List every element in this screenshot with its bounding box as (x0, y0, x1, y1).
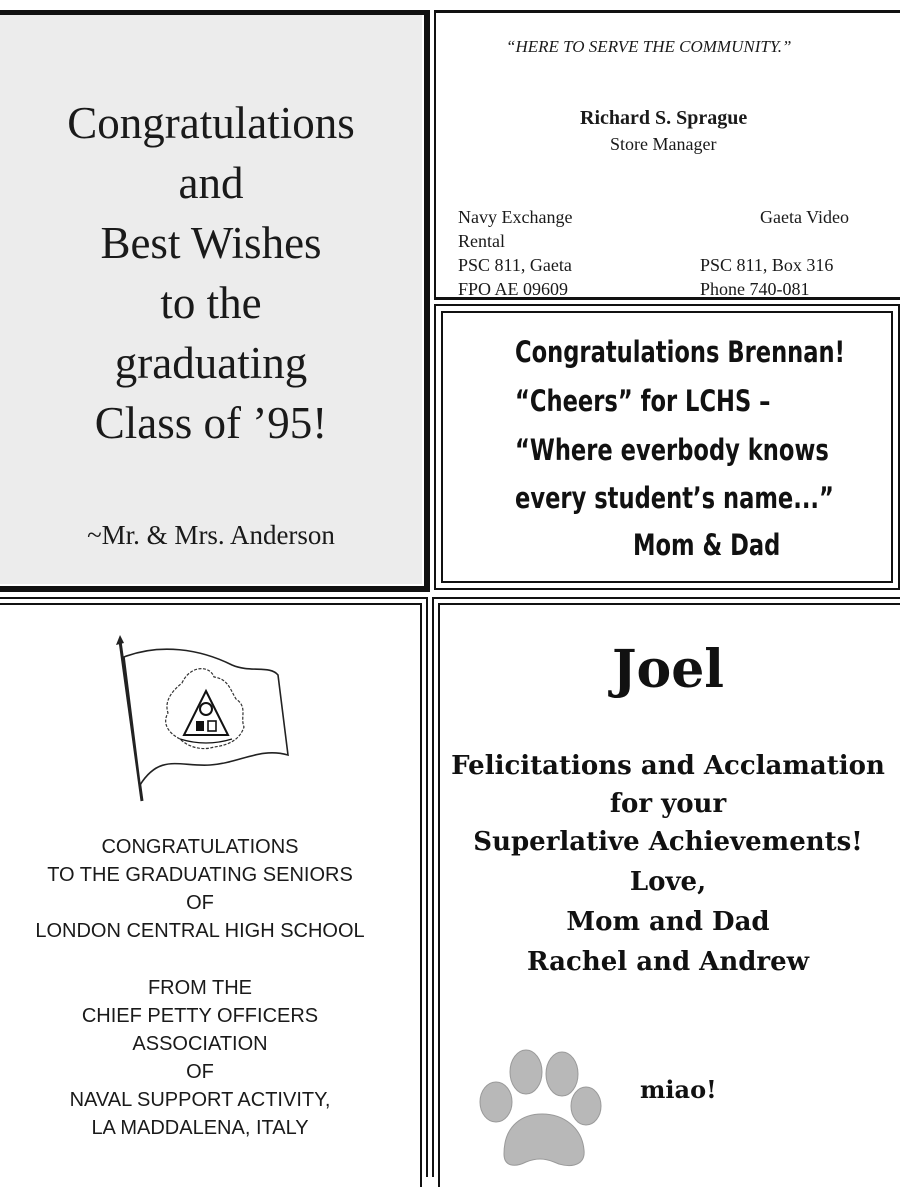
anderson-line: graduating (114, 338, 308, 388)
joel-line: Superlative Achievements! (473, 827, 863, 857)
brennan-ad (434, 304, 900, 590)
card-title: Store Manager (610, 134, 717, 154)
joel-line: Felicitations and Acclamation (451, 751, 885, 781)
anderson-ad-frame (0, 15, 424, 586)
card-left-line: FPO AE 09609 (458, 279, 569, 299)
card-motto: “HERE TO SERVE THE COMMUNITY.” (506, 37, 792, 56)
joel-ad (432, 597, 900, 1177)
cpo-from-line: FROM THE (147, 977, 253, 999)
cpo-from-line: LA MADDALENA, ITALY (91, 1117, 309, 1139)
brennan-signature: Mom & Dad (633, 528, 781, 562)
anderson-line: Best Wishes (100, 218, 322, 268)
joel-sound: miao! (640, 1075, 717, 1104)
card-left-line: PSC 811, Gaeta (458, 255, 572, 275)
card-right-line: Phone 740-081 (700, 279, 810, 299)
flag-with-emblem-icon (110, 635, 295, 805)
sprague-business-card (434, 10, 900, 300)
anderson-signature: ~Mr. & Mrs. Anderson (87, 520, 335, 550)
card-right-line: PSC 811, Box 316 (700, 255, 834, 275)
cpo-from-line: CHIEF PETTY OFFICERS (81, 1005, 319, 1027)
brennan-line: “Cheers” for LCHS – (515, 384, 771, 418)
joel-line: Love, (629, 867, 707, 897)
card-left-line: Rental (458, 231, 505, 251)
cpo-from-line: NAVAL SUPPORT ACTIVITY, (69, 1089, 331, 1111)
joel-name: Joel (611, 639, 725, 700)
joel-line: Mom and Dad (566, 907, 770, 937)
cpo-line: OF (186, 892, 214, 914)
cpo-from-line: ASSOCIATION (132, 1033, 268, 1055)
paw-print-icon (474, 1044, 604, 1169)
cpo-line: CONGRATULATIONS (101, 836, 299, 858)
brennan-line: every student’s name...” (515, 481, 834, 515)
anderson-line: Congratulations (67, 98, 355, 148)
cpo-line: LONDON CENTRAL HIGH SCHOOL (35, 920, 365, 942)
card-name: Richard S. Sprague (580, 107, 748, 129)
brennan-ad-frame (441, 311, 893, 583)
cpo-line: TO THE GRADUATING SENIORS (47, 864, 353, 886)
cpo-from-line: OF (186, 1061, 214, 1083)
anderson-line: and (178, 158, 244, 208)
anderson-ad (0, 10, 430, 592)
brennan-line: Congratulations Brennan! (515, 335, 845, 369)
anderson-line: Class of ’95! (94, 398, 328, 448)
brennan-line: “Where everbody knows (515, 433, 829, 467)
card-left-line: Navy Exchange (458, 207, 573, 227)
anderson-line: to the (160, 278, 262, 328)
joel-line: Rachel and Andrew (526, 947, 810, 977)
joel-line: for your (609, 789, 727, 819)
card-right-line: Gaeta Video (760, 207, 850, 227)
cpo-association-ad (0, 597, 428, 1177)
